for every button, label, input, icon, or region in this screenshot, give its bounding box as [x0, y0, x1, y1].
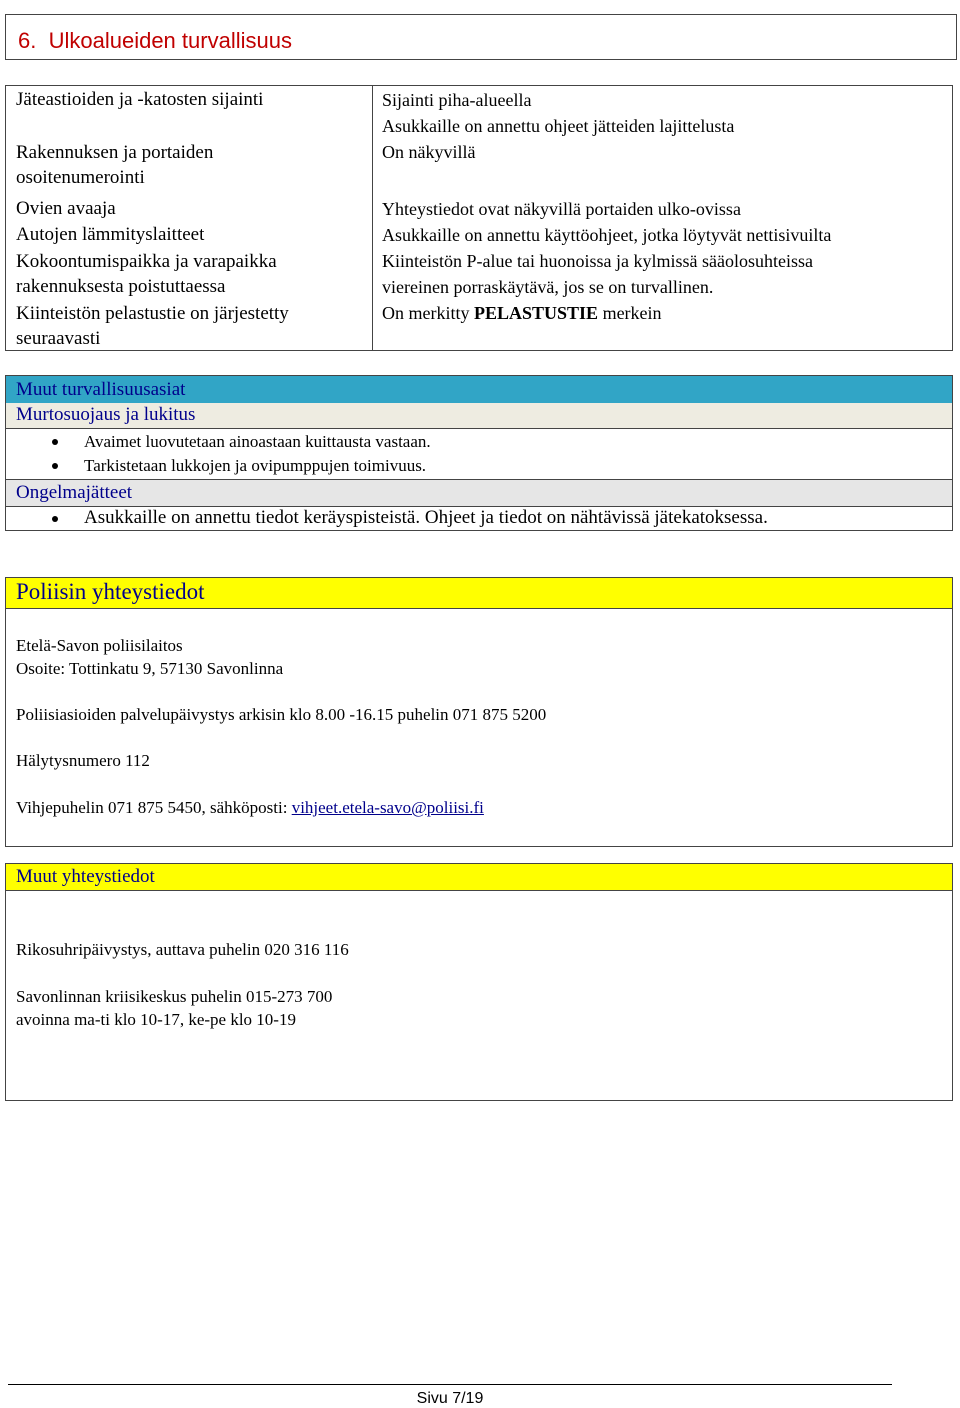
label-door-opener: Ovien avaaja: [16, 198, 116, 219]
other-contacts-title: Muut yhteystiedot: [16, 866, 155, 887]
label-rescue-route-2: seuraavasti: [16, 328, 101, 349]
police-header: [6, 578, 952, 609]
section-heading: [5, 14, 957, 60]
value-location: Sijainti piha-alueella: [382, 90, 532, 110]
section-title-text: Ulkoalueiden turvallisuus: [48, 28, 292, 53]
police-title: Poliisin yhteystiedot: [16, 579, 205, 604]
value-contact-info: Yhteystiedot ovat näkyvillä portaiden ulko-ovissa: [382, 199, 741, 219]
rescue-suffix: merkein: [598, 303, 662, 323]
label-assembly-point-2: rakennuksesta poistuttaessa: [16, 276, 226, 297]
label-car-heaters: Autojen lämmityslaitteet: [16, 224, 205, 245]
other-safety-header: [6, 376, 952, 404]
bullet-icon: [52, 463, 58, 469]
tip-line-text: Vihjepuhelin 071 875 5450, sähköposti:: [16, 798, 292, 817]
label-assembly-point-1: Kokoontumispaikka ja varapaikka: [16, 251, 277, 272]
burglary-header: [6, 403, 952, 429]
value-assembly-1: Kiinteistön P-alue tai huonoissa ja kylmissä sääolosuhteissa: [382, 251, 813, 271]
contact-line: Rikosuhripäivystys, auttava puhelin 020 316 116: [16, 940, 349, 959]
list-item-text: Avaimet luovutetaan ainoastaan kuittausta vastaan.: [84, 432, 431, 451]
hazardous-waste-title: Ongelmajätteet: [16, 482, 133, 503]
column-divider: [372, 86, 373, 350]
value-rescue-route: [382, 300, 662, 326]
page-number: Sivu 7/19: [416, 1390, 484, 1407]
label-waste-bins: Jäteastioiden ja -katosten sijainti: [16, 89, 264, 110]
other-contacts-header: [6, 864, 952, 891]
value-visible: On näkyvillä: [382, 142, 476, 162]
label-address-numbering-1: Rakennuksen ja portaiden: [16, 142, 214, 163]
rescue-bold: PELASTUSTIE: [474, 303, 599, 323]
police-address: Osoite: Tottinkatu 9, 57130 Savonlinna: [16, 659, 284, 678]
outdoor-info-table: [5, 85, 953, 351]
other-safety-section: [5, 375, 953, 531]
police-name: Etelä-Savon poliisilaitos: [16, 636, 183, 655]
value-sorting-instructions: Asukkaille on annettu ohjeet jätteiden lajittelusta: [382, 116, 735, 136]
value-assembly-2: viereinen porraskäytävä, jos se on turvallinen.: [382, 277, 714, 297]
police-emergency-number: Hälytysnumero 112: [16, 751, 150, 770]
footer-rule: [8, 1384, 892, 1385]
list-item-text: Asukkaille on annettu tiedot keräyspisteistä. Ohjeet ja tiedot on nähtävissä jätekatoksessa.: [84, 507, 768, 528]
value-user-instructions: Asukkaille on annettu käyttöohjeet, jotka löytyvät nettisivuilta: [382, 225, 832, 245]
police-tip-line: [16, 796, 484, 819]
list-item-text: Tarkistetaan lukkojen ja ovipumppujen toimivuus.: [84, 456, 427, 475]
bullet-icon: [52, 516, 58, 522]
label-address-numbering-2: osoitenumerointi: [16, 167, 145, 188]
contact-line: Savonlinnan kriisikeskus puhelin 015-273 700: [16, 987, 333, 1006]
section-title: [18, 28, 292, 54]
other-contacts-section: [5, 863, 953, 1101]
burglary-title: Murtosuojaus ja lukitus: [16, 404, 196, 425]
hazardous-waste-header: [6, 479, 952, 507]
contact-line: avoinna ma-ti klo 10-17, ke-pe klo 10-19: [16, 1010, 296, 1029]
police-service-hours: Poliisiasioiden palvelupäivystys arkisin klo 8.00 -16.15 puhelin 071 875 5200: [16, 705, 547, 724]
police-contacts-section: [5, 577, 953, 847]
section-number: 6.: [18, 28, 37, 53]
bullet-icon: [52, 439, 58, 445]
tip-email-link[interactable]: vihjeet.etela-savo@poliisi.fi: [291, 798, 484, 817]
label-rescue-route-1: Kiinteistön pelastustie on järjestetty: [16, 303, 289, 324]
rescue-prefix: On merkitty: [382, 303, 474, 323]
other-safety-title: Muut turvallisuusasiat: [16, 379, 186, 400]
